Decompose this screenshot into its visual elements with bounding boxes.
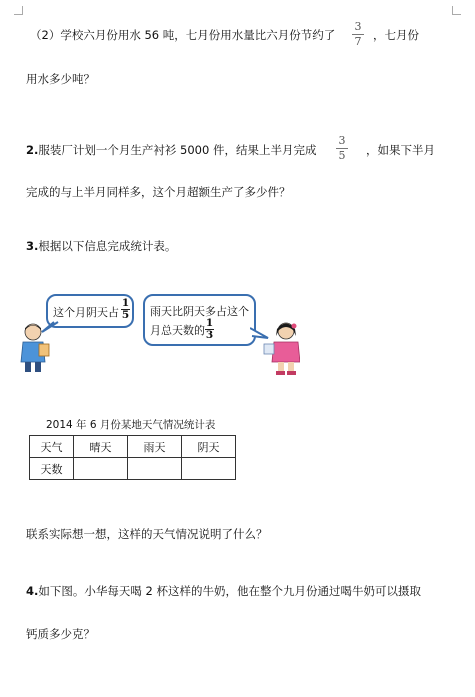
table-header-row [30,436,236,458]
q4-line2: 钙质多少克？ [26,627,95,641]
table-header-cell: 晴天 [74,436,128,458]
bubble-left-frac-den: 5 [121,309,130,321]
bubble-right-line2: 月总天数的 [150,324,205,337]
girl-illustration [260,320,300,376]
table-cell-blank[interactable] [74,458,128,480]
q4-line1 [26,583,421,599]
q3-followup: 联系实际想一想，这样的天气情况说明了什么？ [26,527,268,541]
q-sub2-fraction [352,21,364,48]
bubble-left-tail [40,320,64,334]
q2-frac-num: 3 [338,134,346,147]
table-header-cell: 雨天 [128,436,182,458]
speech-bubble-right [143,294,256,346]
q2-frac-den: 5 [338,149,346,162]
q-sub2-line2: 用水多少吨？ [26,72,95,86]
bubble-right-frac-den: 3 [205,329,214,341]
q4-number: 4. [26,584,39,598]
q-sub2-suffix: ，七月份 [373,28,419,42]
q2-prefix: 服装厂计划一个月生产衬衫 5000 件，结果上半月完成 [38,143,317,157]
q3-heading [26,238,176,254]
bubble-right-frac-num: 1 [205,317,214,329]
q-sub2-frac-num: 3 [354,20,362,33]
q3-number: 3. [26,239,39,253]
q2-fraction [336,135,348,162]
corner-mark-left [14,6,23,15]
table-title: 2014 年 6 月份某地天气情况统计表 [46,419,216,431]
bubble-right-line1: 雨天比阴天多占这个 [150,305,249,318]
table-cell: 天数 [30,458,74,480]
weather-stat-table [29,435,236,480]
bubble-left-text: 这个月阴天占 [53,306,119,319]
table-header-cell: 阴天 [182,436,236,458]
table-cell-blank[interactable] [182,458,236,480]
table-header-cell: 天气 [30,436,74,458]
q3-text: 根据以下信息完成统计表。 [38,239,177,253]
bubble-left-fraction [121,298,130,321]
bubble-left-frac-num: 1 [121,297,130,309]
q-sub2-frac-den: 7 [354,35,362,48]
bubble-right-fraction [205,318,214,341]
q2-line1 [26,142,316,158]
q-sub2-line1 [30,27,335,43]
q-sub2-prefix: （2）学校六月份用水 56 吨，七月份用水量比六月份节约了 [30,28,336,42]
q2-number: 2. [26,143,39,157]
table-row [30,458,236,480]
corner-mark-right [452,6,461,15]
q2-suffix: ，如果下半月 [366,143,435,157]
table-cell-blank[interactable] [128,458,182,480]
q4-text: 如下图。小华每天喝 2 杯这样的牛奶，他在整个九月份通过喝牛奶可以摄取 [38,584,421,598]
q2-line2: 完成的与上半月同样多，这个月超额生产了多少件？ [26,185,291,199]
